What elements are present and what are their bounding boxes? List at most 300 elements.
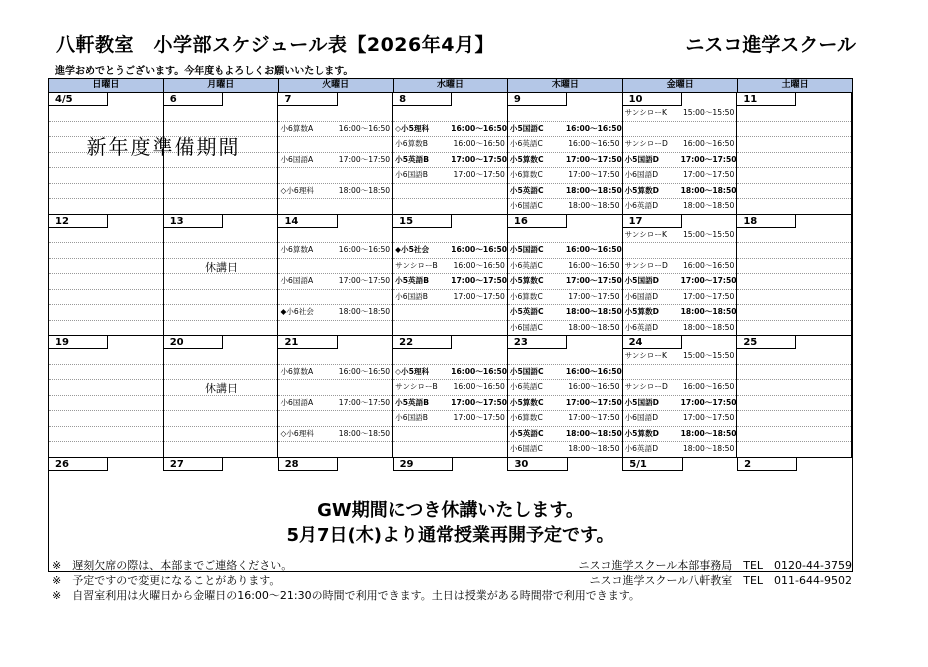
class-slot [393,122,507,138]
class-name: 小6算数A [280,245,314,254]
calendar-week-row [49,458,852,571]
class-time: 17:00～17:50 [453,413,505,422]
class-slot [623,365,737,381]
class-name: 小5国語D [624,154,659,164]
empty-slot [164,243,278,259]
date-number: 26 [49,458,108,471]
empty-slot [164,228,278,244]
class-time: 17:00～17:50 [568,170,620,179]
class-time: 15:00～15:50 [682,351,735,360]
class-slot [508,106,622,122]
class-slot [508,199,622,214]
class-slot [623,168,737,184]
class-slot [623,380,737,396]
weekday-sun: 日曜日 [49,79,164,92]
class-slot [623,228,737,244]
class-slot [278,243,392,259]
class-name [280,228,336,243]
class-time: 16:00～16:50 [453,382,505,391]
empty-slot [164,321,278,336]
empty-slot [49,442,163,457]
class-slot [393,380,507,396]
class-time: 16:00～16:50 [682,260,735,270]
class-name: 小6国語A [280,154,314,164]
class-time: 18:00～18:50 [680,185,737,195]
class-name: サンシローD [624,260,668,270]
day-cell-wed [393,336,508,457]
class-slot [393,321,507,336]
class-time: 17:00～17:50 [568,413,620,422]
class-time: 17:00～17:50 [680,276,737,285]
date-number: 24 [623,336,682,349]
class-slot [623,411,737,427]
day-cell-thu [508,336,623,457]
class-time: 18:00～18:50 [568,322,620,332]
empty-slot [164,442,278,457]
class-name: 小6国語C [509,322,543,332]
weekday-header [49,79,852,93]
class-name: 小6国語A [280,276,314,285]
date-number: 4/5 [49,93,108,106]
day-cell-sun [49,215,164,336]
class-time [451,228,507,243]
empty-slot [737,243,851,259]
class-name [280,349,336,364]
class-name: 小5英語B [395,397,430,407]
class-time: 17:00～17:50 [451,276,507,285]
empty-slot [737,380,851,396]
empty-slot [164,365,278,381]
class-name: 小5英語C [509,185,544,195]
empty-slot [164,411,278,427]
date-number: 22 [393,336,452,349]
class-name [395,106,451,121]
class-name: ◇小5理科 [395,366,430,376]
class-slot [393,106,507,122]
class-name [625,365,681,380]
day-cell-tue [279,458,394,471]
class-name: 小6国語B [395,170,428,179]
class-name: 小6英語C [509,382,543,391]
class-slot [508,365,622,381]
class-slot [508,274,622,290]
empty-slot [49,427,163,443]
note-line [52,588,852,603]
class-time [681,122,737,137]
date-number: 2 [738,458,797,471]
class-time: 15:00～15:50 [682,229,735,239]
class-slot [623,137,737,153]
date-number: 15 [393,215,452,228]
empty-slot [49,228,163,244]
class-name: 小6英語C [509,260,543,270]
class-slot [508,396,622,412]
empty-slot [49,349,163,365]
empty-slot [49,243,163,259]
class-slot [508,168,622,184]
class-name [280,106,336,121]
footer-notes [52,558,852,603]
day-cell-fri [623,336,738,457]
class-slot [393,199,507,214]
class-time: 18:00～18:50 [680,307,737,316]
class-name: 小6算数C [509,413,543,422]
weekday-mon: 月曜日 [164,79,279,92]
class-name [625,243,681,258]
class-name: 小5算数D [624,307,659,316]
class-time: 18:00～18:50 [565,185,622,195]
class-time [336,168,392,183]
empty-slot [49,259,163,275]
class-time [451,349,507,364]
date-number: 18 [737,215,796,228]
class-slot [393,228,507,244]
class-slot [623,122,737,138]
class-slot [278,184,392,200]
class-name: 小6算数C [509,291,543,301]
empty-slot [737,321,851,336]
class-time: 17:00～17:50 [682,413,735,422]
class-slot [278,411,392,427]
empty-slot [737,365,851,381]
class-time [566,228,622,243]
class-slot [393,137,507,153]
class-name [510,349,566,364]
class-name: 小5国語C [509,123,544,133]
date-number: 12 [49,215,108,228]
class-slot [508,184,622,200]
date-number: 9 [508,93,567,106]
empty-slot [49,199,163,214]
class-time: 18:00～18:50 [338,428,391,438]
weekday-thu: 木曜日 [508,79,623,92]
class-slot [623,290,737,306]
empty-slot [164,349,278,365]
date-number: 5/1 [623,458,682,471]
date-number: 17 [623,215,682,228]
class-name: 小5英語C [509,307,544,316]
empty-slot [737,228,851,244]
note-line [52,558,852,573]
class-time: 16:00～16:50 [682,139,735,148]
empty-slot [737,305,851,321]
class-name: 小6英語C [509,139,543,148]
empty-slot [737,184,851,200]
class-time [336,228,392,243]
class-slot [278,427,392,443]
class-time: 16:00～16:50 [453,139,505,148]
empty-slot [737,259,851,275]
class-slot [278,259,392,275]
empty-slot [49,305,163,321]
class-slot [623,184,737,200]
class-time: 17:00～17:50 [338,397,391,407]
class-time [336,290,392,305]
note-text: ※ 予定ですので変更になることがあります。 [52,574,281,587]
calendar-week-row [49,93,852,215]
class-slot [508,243,622,259]
class-name: 小5英語B [395,276,430,285]
class-slot [278,199,392,214]
class-time: 18:00～18:50 [568,201,620,210]
class-time: 17:00～17:50 [680,397,737,407]
class-name [395,184,451,199]
empty-slot [49,184,163,200]
day-cell-sat [737,93,852,214]
date-number: 7 [278,93,337,106]
class-slot [393,274,507,290]
empty-slot [164,199,278,214]
class-slot [623,106,737,122]
class-time: 16:00～16:50 [568,260,620,270]
date-number: 13 [164,215,223,228]
class-slot [278,228,392,244]
empty-slot [49,106,163,122]
class-slot [278,321,392,336]
class-time [336,106,392,121]
class-slot [623,349,737,365]
empty-slot [737,290,851,306]
class-slot [393,349,507,365]
class-slot [393,168,507,184]
class-name: 小5国語D [624,276,659,285]
class-slot [278,349,392,365]
class-name: 小5算数D [624,185,659,195]
class-time: 16:00～16:50 [451,366,507,376]
class-name: 小5国語C [509,366,544,376]
class-name: 小6国語C [509,201,543,210]
class-time: 18:00～18:50 [682,201,735,210]
date-number: 30 [508,458,567,471]
empty-slot [737,349,851,365]
class-name [280,411,336,426]
day-cell-sat [737,215,852,336]
class-name [510,228,566,243]
class-time: 16:00～16:50 [568,139,620,148]
class-name: ◇小6理科 [280,428,314,438]
empty-slot [164,106,278,122]
weekday-wed: 水曜日 [394,79,509,92]
class-time: 17:00～17:50 [451,397,507,407]
no-class-label: 休講日 [205,260,238,274]
class-slot [508,305,622,321]
class-time: 16:00～16:50 [565,245,622,254]
class-time: 18:00～18:50 [680,428,737,438]
empty-slot [49,321,163,336]
notice-line-2: 5月7日(木)より通常授業再開予定です。 [286,524,615,546]
class-name [280,137,336,152]
class-time [451,305,507,320]
empty-slot [49,290,163,306]
notice-line-1: GW期間につき休講いたします。 [317,499,584,521]
weekday-tue: 火曜日 [279,79,394,92]
class-name [510,106,566,121]
class-slot [393,290,507,306]
class-time: 18:00～18:50 [682,444,735,453]
class-name: ◆小5社会 [395,245,430,254]
contact-text: ニスコ進学スクール八軒教室 TEL 011-644-9502 [589,574,852,587]
class-slot [278,137,392,153]
class-slot [278,168,392,184]
day-cell-tue [278,215,393,336]
class-slot [278,396,392,412]
class-slot [508,349,622,365]
date-number: 28 [279,458,338,471]
weekday-sat: 土曜日 [781,80,809,90]
date-number: 23 [508,336,567,349]
class-name: ◆小6社会 [280,307,314,316]
class-time: 18:00～18:50 [682,322,735,332]
class-slot [278,290,392,306]
class-time: 16:00～16:50 [565,123,622,133]
class-name: 小5国語C [509,245,544,254]
class-time [451,106,507,121]
date-number: 8 [393,93,452,106]
class-time: 16:00～16:50 [453,260,505,270]
class-name: 小6国語B [395,413,428,422]
page-title: 八軒教室 小学部スケジュール表【2026年4月】 [56,34,494,56]
weekday-fri: 金曜日 [623,79,738,92]
class-slot [278,274,392,290]
class-name [395,427,451,442]
day-cell-thu [508,458,623,471]
class-slot [393,243,507,259]
empty-slot [737,106,851,122]
class-name: 小5算数C [509,154,544,164]
day-cell-mon [164,336,279,457]
note-line [52,573,852,588]
class-slot [623,442,737,457]
class-time [451,184,507,199]
class-time: 17:00～17:50 [565,154,622,164]
date-number: 14 [278,215,337,228]
empty-slot [737,442,851,457]
class-time [336,380,392,395]
class-name: 小6英語D [624,201,659,210]
calendar-week-row [49,336,852,458]
class-name: サンシローB [395,260,438,270]
class-slot [623,427,737,443]
empty-slot [49,411,163,427]
class-name: 小6国語A [280,397,314,407]
class-name: 小6国語D [624,291,659,301]
class-name: サンシローD [624,139,668,148]
class-slot [278,153,392,169]
date-number: 10 [623,93,682,106]
class-slot [623,243,737,259]
empty-slot [737,274,851,290]
class-time: 18:00～18:50 [565,428,622,438]
class-slot [508,228,622,244]
class-time: 16:00～16:50 [451,123,507,133]
class-slot [508,442,622,457]
class-slot [393,259,507,275]
date-number: 6 [164,93,223,106]
school-name: ニスコ進学スクール [685,34,856,56]
class-time [336,137,392,152]
class-name: 小6英語D [624,322,659,332]
day-cell-fri [623,458,738,471]
class-slot [278,305,392,321]
class-name: 小5英語C [509,428,544,438]
class-time: 17:00～17:50 [338,154,391,164]
class-name: 小6算数C [509,170,543,179]
class-slot [508,321,622,336]
class-name: 小5算数D [624,428,659,438]
empty-slot [164,274,278,290]
class-time: 17:00～17:50 [453,170,505,179]
day-cell-sat [738,458,852,471]
empty-slot [49,365,163,381]
empty-slot [164,290,278,306]
class-name [280,259,336,274]
class-slot [623,321,737,336]
empty-slot [737,137,851,153]
class-slot [393,396,507,412]
class-name: ◇小5理科 [395,123,430,133]
class-slot [623,153,737,169]
class-name [280,290,336,305]
class-name [625,122,681,137]
class-name: サンシローK [624,229,667,239]
class-slot [623,259,737,275]
class-name: 小6英語D [624,444,659,453]
day-cell-fri [623,93,738,214]
class-time: 16:00～16:50 [565,366,622,376]
class-time: 16:00～16:50 [338,245,391,254]
day-cell-tue [278,93,393,214]
greeting-text: 進学おめでとうございます。今年度もよろしくお願いいたします。 [55,66,354,77]
empty-slot [737,153,851,169]
class-slot [508,427,622,443]
contact-text: ニスコ進学スクール本部事務局 TEL 0120-44-3759 [578,559,852,572]
note-text: ※ 遅刻欠席の際は、本部までご連絡ください。 [52,559,293,572]
day-cell-sun [49,458,164,471]
class-time [681,243,737,258]
class-time: 17:00～17:50 [565,276,622,285]
class-slot [278,365,392,381]
empty-slot [164,396,278,412]
gw-notice [49,471,852,571]
prep-period-label: 新年度準備期間 [86,135,241,159]
day-cell-sat [737,336,852,457]
day-cell-mon [164,458,279,471]
class-name: 小6国語C [509,444,543,453]
calendar-week-row [49,215,852,337]
empty-slot [737,122,851,138]
class-time [336,259,392,274]
class-slot [508,380,622,396]
class-name: 小6算数A [280,123,314,133]
class-slot [393,442,507,457]
day-cell-tue [278,336,393,457]
class-time [336,349,392,364]
date-number: 25 [737,336,796,349]
class-time: 17:00～17:50 [565,397,622,407]
empty-slot [737,396,851,412]
class-time: 17:00～17:50 [338,276,391,285]
date-number: 20 [164,336,223,349]
class-slot [508,122,622,138]
class-name [395,349,451,364]
day-cell-sun [49,336,164,457]
class-name: 小6算数A [280,366,314,376]
empty-slot [164,168,278,184]
class-time: 16:00～16:50 [682,382,735,391]
empty-slot [737,411,851,427]
class-time: 16:00～16:50 [451,245,507,254]
class-slot [508,290,622,306]
